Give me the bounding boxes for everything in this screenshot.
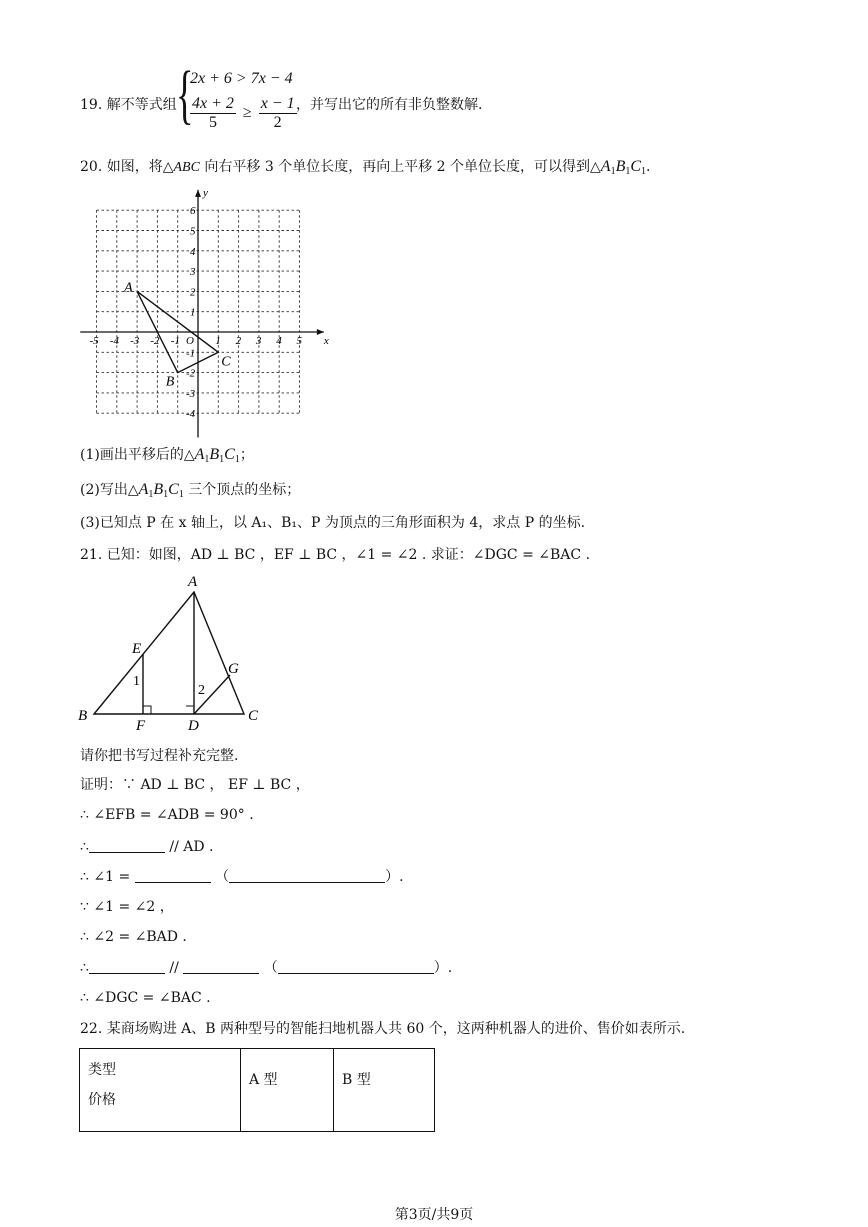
q20-stem-start: 20. 如图，将△	[80, 159, 174, 175]
proof-line-3: ∴ // AD .	[80, 839, 214, 855]
q20-sub1	[80, 446, 254, 469]
q20-stem-period: .	[646, 159, 651, 175]
proof-line-2: ∴ ∠EFB = ∠ADB = 90° .	[80, 807, 254, 823]
q20-sub2-end: 三个顶点的坐标；	[183, 482, 301, 498]
proof-line-5: ∵ ∠1 = ∠2 ，	[80, 899, 174, 915]
q19-geq-sign: ≥	[242, 104, 252, 122]
x-tick-label: 5	[296, 335, 302, 347]
x-axis-label: x	[323, 335, 329, 347]
price-table	[79, 1048, 435, 1132]
y-tick-label: -3	[186, 387, 196, 400]
q19-frac1-numerator: 4x + 2	[192, 95, 234, 112]
table-header-b: B 型	[334, 1049, 435, 1132]
proof-line-4: ∴ ∠1 = （ ）.	[80, 869, 404, 885]
blank-3[interactable]	[229, 868, 385, 883]
x-tick-label: -5	[89, 335, 99, 347]
q20-stem-middle: 向右平移 3 个单位长度，再向上平移 2 个单位长度，可以得到△	[199, 159, 601, 175]
triangle-proof-figure	[72, 572, 272, 734]
blank-2[interactable]	[135, 868, 211, 883]
x-tick-label: -3	[130, 335, 140, 347]
vertex-label-b: B	[165, 374, 175, 390]
q20-sub2	[80, 481, 300, 504]
q20-sub1-triangle: $A_1B_1C_1$	[194, 446, 240, 465]
y-tick-label: -2	[186, 367, 196, 380]
corner-type-label: 类型	[88, 1062, 116, 1078]
q19-frac2-denominator: 2	[273, 114, 282, 131]
x-tick-label: 2	[235, 335, 242, 347]
label-angle-2: 2	[198, 683, 205, 698]
label-d: D	[188, 718, 199, 734]
proof-line-6: ∴ ∠2 = ∠BAD .	[80, 929, 187, 945]
label-f: F	[136, 718, 146, 734]
label-c: C	[248, 708, 259, 724]
origin-label: O	[186, 335, 194, 347]
y-tick-label: 6	[190, 205, 196, 218]
q20-sub2-triangle: $A_1B_1C_1$	[138, 481, 184, 500]
q19-frac1-denominator: 5	[208, 114, 217, 131]
x-tick-label: -2	[150, 335, 160, 347]
q19-fraction-left	[190, 95, 236, 132]
q19-inequality-2	[190, 95, 297, 132]
proof-line-1: 证明：∵ AD ⊥ BC ， EF ⊥ BC ，	[80, 777, 310, 793]
y-tick-label: -4	[186, 408, 196, 421]
label-b: B	[78, 708, 88, 724]
q19-frac2-numerator: x − 1	[260, 95, 295, 112]
tick-labels	[90, 187, 329, 420]
q19-fraction-right	[259, 95, 297, 132]
y-tick-label: 5	[190, 225, 196, 238]
q20-stem-a1b1c1: $A_1B_1C_1$	[600, 158, 647, 177]
corner-price-label: 价格	[88, 1092, 116, 1108]
vertex-label-a: A	[124, 280, 133, 296]
q20-sub1-end: ；	[239, 447, 254, 463]
blank-4[interactable]	[89, 959, 165, 974]
q21-stem: 21. 已知：如图，AD ⊥ BC ，EF ⊥ BC ，∠1 = ∠2 . 求证：∠DGC = ∠BAC .	[80, 547, 591, 563]
x-tick-label: 3	[255, 335, 262, 347]
q20-sub1-text: (1)画出平移后的△	[80, 447, 195, 463]
blank-5[interactable]	[183, 959, 259, 974]
system-brace: {	[176, 58, 194, 131]
y-tick-label: 1	[190, 306, 196, 319]
q20-sub2-text: (2)写出△	[80, 482, 139, 498]
proof-line-8: ∴ ∠DGC = ∠BAC .	[80, 990, 211, 1006]
label-angle-1: 1	[133, 674, 140, 689]
y-tick-label: -1	[186, 347, 196, 360]
x-tick-label: 1	[215, 335, 221, 347]
y-axis-label: y	[203, 186, 208, 199]
label-e: E	[132, 641, 142, 657]
q20-sub3: (3)已知点 P 在 x 轴上，以 A₁、B₁、P 为顶点的三角形面积为 4，求点 P 的坐标.	[80, 515, 586, 531]
blank-1[interactable]	[89, 838, 165, 853]
proof-line-7: ∴ // （ ）.	[80, 960, 453, 976]
vertex-label-c: C	[221, 354, 231, 370]
label-a: A	[188, 574, 198, 590]
q22-stem: 22. 某商场购进 A、B 两种型号的智能扫地机器人共 60 个，这两种机器人的进价、售价如表所示.	[80, 1021, 686, 1037]
x-tick-label: -1	[170, 335, 180, 347]
table-header-a: A 型	[241, 1049, 334, 1132]
q19-tail: ，并写出它的所有非负整数解.	[296, 97, 483, 113]
y-tick-label: 3	[190, 266, 196, 279]
q19-number: 19. 解不等式组	[80, 97, 177, 113]
q21-prompt: 请你把书写过程补充完整.	[80, 748, 239, 764]
page-footer: 第3页/共9页	[394, 1207, 474, 1223]
x-axis-arrow	[317, 329, 324, 335]
q20-stem	[80, 158, 650, 181]
y-axis-arrow	[195, 190, 201, 197]
y-tick-label: 2	[190, 286, 196, 299]
x-tick-label: -4	[109, 335, 119, 347]
label-g: G	[228, 661, 239, 677]
y-tick-label: 4	[190, 245, 196, 258]
blank-6[interactable]	[278, 959, 434, 974]
q20-stem-abc: ABC	[173, 160, 200, 175]
coordinate-grid-figure	[70, 185, 340, 440]
x-tick-label: 4	[276, 335, 282, 347]
table-corner-cell	[80, 1049, 241, 1132]
q19-inequality-1: 2x + 6 > 7x − 4	[190, 70, 293, 87]
